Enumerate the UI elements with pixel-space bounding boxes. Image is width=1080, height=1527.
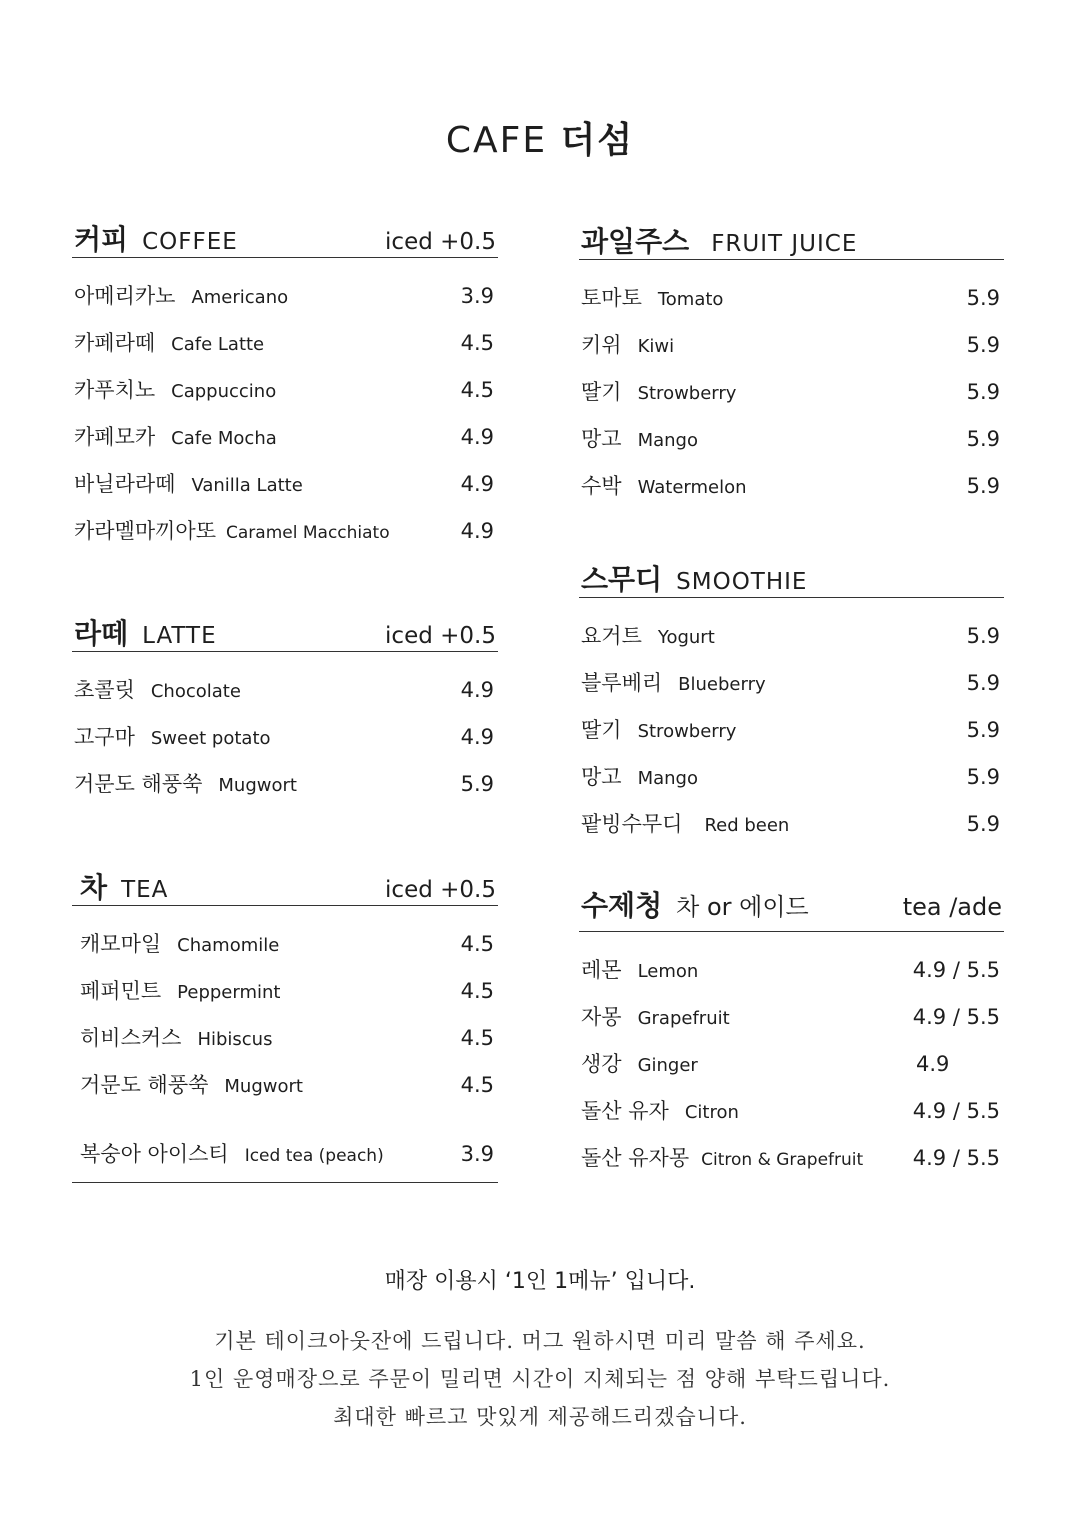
item-name-en: Citron & Grapefruit xyxy=(701,1150,864,1170)
section-title-ko: 과일주스 xyxy=(581,225,690,258)
section-tea xyxy=(72,866,498,1183)
item-name-en: Caramel Macchiato xyxy=(226,523,390,543)
item-name-ko: 거문도 해풍쑥 xyxy=(80,1073,209,1097)
menu-item xyxy=(579,329,1004,376)
item-name-en: Strowberry xyxy=(637,721,737,742)
item-price: 3.9 xyxy=(460,284,494,308)
section-title-ko: 라떼 xyxy=(74,617,129,650)
item-name-ko: 블루베리 xyxy=(581,671,663,695)
section-title-ko: 스무디 xyxy=(581,563,663,596)
item-price: 4.9 / 5.5 xyxy=(912,958,1000,982)
item-price: 5.9 xyxy=(966,427,1000,451)
section-header xyxy=(579,558,1004,598)
menu-item xyxy=(72,280,498,327)
menu-item xyxy=(78,975,498,1022)
item-name-ko: 요거트 xyxy=(581,624,642,648)
menu-item xyxy=(579,376,1004,423)
item-price: 4.5 xyxy=(460,932,494,956)
item-price: 4.5 xyxy=(460,1073,494,1097)
item-price: 4.5 xyxy=(460,331,494,355)
item-price: 5.9 xyxy=(966,474,1000,498)
menu-item-iced-tea xyxy=(72,1138,498,1183)
menu-item xyxy=(579,667,1004,714)
item-name-ko: 페퍼민트 xyxy=(80,979,162,1003)
section-subtitle: 차 or 에이드 xyxy=(676,893,809,921)
item-name-ko: 돌산 유자 xyxy=(581,1099,669,1123)
item-name-en: Watermelon xyxy=(637,477,747,498)
item-name-ko: 복숭아 아이스티 xyxy=(80,1142,229,1166)
item-name-ko: 돌산 유자몽 xyxy=(581,1146,690,1170)
item-name-ko: 망고 xyxy=(581,427,622,451)
service-promise-note: 최대한 빠르고 맛있게 제공해드리겠습니다. xyxy=(333,1405,747,1429)
item-price: 4.5 xyxy=(460,1026,494,1050)
item-price: 4.9 xyxy=(460,678,494,702)
item-name-ko: 수박 xyxy=(581,474,622,498)
item-price: 4.9 / 5.5 xyxy=(912,1005,1000,1029)
item-name-en: Red been xyxy=(704,815,790,836)
item-name-ko: 팥빙수무디 xyxy=(581,812,683,836)
item-name-en: Cafe Mocha xyxy=(171,428,277,449)
item-name-ko: 망고 xyxy=(581,765,622,789)
item-name-ko: 토마토 xyxy=(581,286,642,310)
menu-item xyxy=(72,721,498,768)
item-price: 5.9 xyxy=(966,333,1000,357)
menu-item xyxy=(579,1001,1004,1048)
menu-item xyxy=(579,470,1004,517)
menu-item xyxy=(72,421,498,468)
tea-ade-note: tea /ade xyxy=(902,893,1002,921)
item-name-en: Ginger xyxy=(637,1055,698,1076)
menu-title xyxy=(0,112,1080,163)
item-name-en: Tomato xyxy=(657,289,724,310)
item-name-en: Mango xyxy=(637,768,698,789)
menu-item xyxy=(72,674,498,721)
item-name-en: Blueberry xyxy=(678,674,766,695)
section-header xyxy=(579,884,1004,932)
menu-item xyxy=(579,1095,1004,1142)
item-name-ko: 거문도 해풍쑥 xyxy=(74,772,203,796)
item-price: 5.9 xyxy=(966,718,1000,742)
section-header xyxy=(579,220,1004,260)
item-name-en: Sweet potato xyxy=(150,728,271,749)
section-smoothie xyxy=(579,558,1004,855)
info-notes xyxy=(0,1322,1080,1436)
item-name-ko: 캐모마일 xyxy=(80,932,162,956)
item-price: 5.9 xyxy=(966,765,1000,789)
item-name-en: Strowberry xyxy=(637,383,737,404)
item-price: 4.5 xyxy=(460,378,494,402)
item-price: 4.9 / 5.5 xyxy=(912,1146,1000,1170)
item-name-ko: 키위 xyxy=(581,333,622,357)
item-name-en: Hibiscus xyxy=(197,1029,273,1050)
section-latte xyxy=(72,612,498,815)
section-coffee xyxy=(72,218,498,562)
section-title-en: LATTE xyxy=(142,623,217,649)
item-name-en: Grapefruit xyxy=(637,1008,730,1029)
item-price: 5.9 xyxy=(966,380,1000,404)
item-name-en: Chamomile xyxy=(177,935,280,956)
menu-item xyxy=(579,1048,1004,1095)
item-price: 4.9 xyxy=(460,519,494,543)
section-header xyxy=(72,612,498,652)
menu-item xyxy=(72,374,498,421)
menu-item xyxy=(579,714,1004,761)
item-name-en: Yogurt xyxy=(657,627,715,648)
title-en: CAFE xyxy=(445,120,548,161)
menu-item xyxy=(579,954,1004,1001)
menu-item xyxy=(579,282,1004,329)
item-price: 5.9 xyxy=(966,671,1000,695)
section-homemade-syrup xyxy=(579,884,1004,1189)
one-menu-per-person-notice: 매장 이용시 ‘1인 1메뉴’ 입니다. xyxy=(384,1269,696,1294)
item-name-ko: 고구마 xyxy=(74,725,135,749)
item-price: 4.9 / 5.5 xyxy=(912,1099,1000,1123)
section-title-en: FRUIT JUICE xyxy=(711,231,858,257)
takeout-cup-note: 기본 테이크아웃잔에 드립니다. 머그 원하시면 미리 말씀 해 주세요. xyxy=(214,1329,866,1353)
item-price: 4.9 xyxy=(916,1052,950,1076)
item-name-en: Mango xyxy=(637,430,698,451)
item-name-ko: 딸기 xyxy=(581,718,622,742)
iced-surcharge-note: iced +0.5 xyxy=(385,877,496,903)
item-price: 4.5 xyxy=(460,979,494,1003)
item-name-en: Citron xyxy=(684,1102,739,1123)
iced-surcharge-note: iced +0.5 xyxy=(385,229,496,255)
iced-surcharge-note: iced +0.5 xyxy=(385,623,496,649)
title-ko: 더섬 xyxy=(560,120,635,161)
item-name-ko: 카라멜마끼아또 xyxy=(74,519,217,543)
menu-item xyxy=(78,928,498,975)
menu-item xyxy=(72,468,498,515)
item-name-en: Mugwort xyxy=(218,775,297,796)
item-price: 3.9 xyxy=(460,1142,494,1166)
item-price: 4.9 xyxy=(460,425,494,449)
item-name-ko: 아메리카노 xyxy=(74,284,176,308)
item-name-ko: 자몽 xyxy=(581,1005,622,1029)
section-title-ko: 수제청 xyxy=(581,889,663,922)
item-name-en: Vanilla Latte xyxy=(191,475,303,496)
item-name-ko: 레몬 xyxy=(581,958,622,982)
menu-item xyxy=(579,808,1004,855)
item-name-ko: 딸기 xyxy=(581,380,622,404)
item-price: 5.9 xyxy=(966,286,1000,310)
item-price: 4.9 xyxy=(460,725,494,749)
item-name-en: Cappuccino xyxy=(171,381,277,402)
section-header xyxy=(72,218,498,258)
section-header xyxy=(72,866,498,906)
menu-item xyxy=(78,1022,498,1069)
menu-item xyxy=(72,768,498,815)
menu-item xyxy=(72,515,498,562)
item-name-en: Peppermint xyxy=(177,982,281,1003)
section-title-en: TEA xyxy=(121,877,169,903)
section-title-ko: 차 xyxy=(80,871,108,904)
menu-item xyxy=(579,761,1004,808)
menu-item xyxy=(579,620,1004,667)
item-name-ko: 초콜릿 xyxy=(74,678,135,702)
section-fruit-juice xyxy=(579,220,1004,517)
menu-item xyxy=(579,423,1004,470)
item-price: 5.9 xyxy=(966,624,1000,648)
item-price: 5.9 xyxy=(460,772,494,796)
item-name-en: Chocolate xyxy=(150,681,241,702)
solo-operation-note: 1인 운영매장으로 주문이 밀리면 시간이 지체되는 점 양해 부탁드립니다. xyxy=(189,1367,891,1391)
item-name-en: Lemon xyxy=(637,961,699,982)
item-name-en: Cafe Latte xyxy=(171,334,265,355)
item-name-en: Iced tea (peach) xyxy=(244,1146,384,1166)
section-title-ko: 커피 xyxy=(74,223,129,256)
item-name-en: Kiwi xyxy=(637,336,675,357)
item-name-en: Americano xyxy=(191,287,289,308)
item-name-ko: 생강 xyxy=(581,1052,622,1076)
item-name-ko: 카푸치노 xyxy=(74,378,156,402)
item-name-en: Mugwort xyxy=(224,1076,303,1097)
item-price: 4.9 xyxy=(460,472,494,496)
menu-item xyxy=(579,1142,1004,1189)
item-name-ko: 바닐라라떼 xyxy=(74,472,176,496)
section-title-en: SMOOTHIE xyxy=(676,569,808,595)
item-name-ko: 카페라떼 xyxy=(74,331,156,355)
item-price: 5.9 xyxy=(966,812,1000,836)
item-name-ko: 카페모카 xyxy=(74,425,156,449)
menu-item xyxy=(72,327,498,374)
menu-item xyxy=(78,1069,498,1116)
item-name-ko: 히비스커스 xyxy=(80,1026,182,1050)
section-title-en: COFFEE xyxy=(142,229,238,255)
